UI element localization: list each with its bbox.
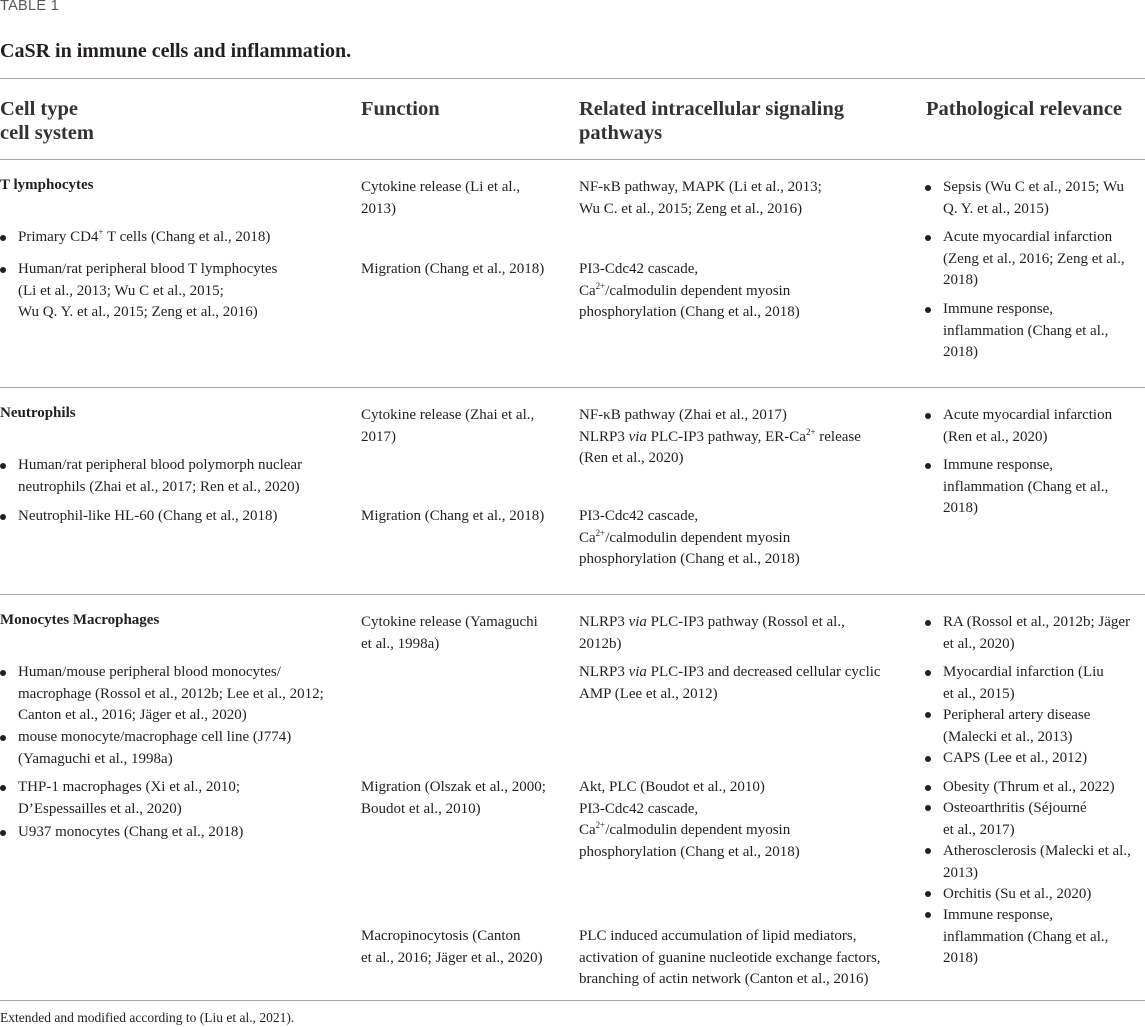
table-top-rule	[0, 78, 1145, 79]
header-cell-type-line1: Cell type	[0, 98, 78, 120]
list-item: Acute myocardial infarction (Ren et al., 2020)	[925, 405, 1112, 448]
list-item: Myocardial infarction (Liu et al., 2015)	[925, 662, 1104, 705]
list-item: Sepsis (Wu C et al., 2015; Wu Q. Y. et al., 2015)	[925, 177, 1124, 220]
pathway-cell: Akt, PLC (Boudot et al., 2010) PI3-Cdc42 cascade, $Ca^{2+}$/calmodulin dependent myosin phosphorylation (Chang et al., 2018)	[579, 779, 800, 860]
pathway-cell: NLRP3 via PLC-IP3 pathway (Rossol et al., 2012b)	[579, 614, 845, 652]
pathway-cell: NF-κB pathway (Zhai et al., 2017) NLRP3 via PLC-IP3 pathway, $ER-Ca^{2+}$ release (Ren et al., 2020)	[579, 407, 861, 466]
header-function: Function	[361, 98, 440, 120]
list-item: Human/mouse peripheral blood monocytes/ macrophage (Rossol et al., 2012b; Lee et al., 2012; Canton et al., 2016; Jäger et al., 2020)	[0, 662, 324, 727]
list-item: CAPS (Lee et al., 2012)	[925, 748, 1087, 770]
function-cell: Migration (Olszak et al., 2000; Boudot et al., 2010)	[361, 779, 546, 817]
function-cell: Macropinocytosis (Canton et al., 2016; Jäger et al., 2020)	[361, 928, 543, 966]
header-cell-type	[0, 97, 94, 145]
table-caption: CaSR in immune cells and inflammation.	[0, 40, 352, 62]
function-cell: Migration (Chang et al., 2018)	[361, 508, 545, 524]
list-item: Obesity (Thrum et al., 2022)	[925, 777, 1115, 799]
row-divider	[0, 387, 1145, 388]
list-item: Human/rat peripheral blood T lymphocytes (Li et al., 2013; Wu C et al., 2015; Wu Q. Y. et al., 2015; Zeng et al., 2016)	[0, 259, 277, 324]
pathway-cell: NF-κB pathway, MAPK (Li et al., 2013; Wu C. et al., 2015; Zeng et al., 2016)	[579, 179, 822, 217]
header-cell-type-line2: cell system	[0, 122, 94, 144]
header-pathways	[579, 97, 844, 145]
list-item: Immune response, inflammation (Chang et al., 2018)	[925, 455, 1108, 520]
header-rule	[0, 159, 1145, 160]
list-item: Acute myocardial infarction (Zeng et al., 2016; Zeng et al., 2018)	[925, 227, 1125, 292]
list-item: U937 monocytes (Chang et al., 2018)	[0, 822, 243, 844]
list-item: Osteoarthritis (Séjourné et al., 2017)	[925, 798, 1087, 841]
table-label: TABLE 1	[0, 0, 60, 14]
group-title-monocytes: Monocytes Macrophages	[0, 612, 160, 628]
function-cell: Cytokine release (Li et al., 2013)	[361, 179, 521, 217]
group-title-neutrophils: Neutrophils	[0, 405, 76, 421]
list-item: Atherosclerosis (Malecki et al., 2013)	[925, 841, 1131, 884]
table-bottom-rule	[0, 1000, 1145, 1001]
pathway-cell: PI3-Cdc42 cascade, $Ca^{2+}$/calmodulin dependent myosin phosphorylation (Chang et al., 2018)	[579, 508, 800, 567]
list-item: Orchitis (Su et al., 2020)	[925, 884, 1091, 906]
list-item: Primary CD4+ T cells (Chang et al., 2018)	[0, 227, 270, 249]
row-divider	[0, 594, 1145, 595]
list-item: Neutrophil-like HL-60 (Chang et al., 2018)	[0, 506, 278, 528]
function-cell: Cytokine release (Yamaguchi et al., 1998a)	[361, 614, 538, 652]
header-pathways-line1: Related intracellular signaling	[579, 98, 844, 120]
table-footnote: Extended and modified according to (Liu et al., 2021).	[0, 1010, 295, 1025]
pathway-cell: PLC induced accumulation of lipid mediators, activation of guanine nucleotide exchange factors, branching of actin network (Canton et al., 2016)	[579, 928, 881, 987]
pathway-cell: PI3-Cdc42 cascade, $Ca^{2+}$/calmodulin dependent myosin phosphorylation (Chang et al., 2018)	[579, 261, 800, 320]
function-cell: Cytokine release (Zhai et al., 2017)	[361, 407, 535, 445]
function-cell: Migration (Chang et al., 2018)	[361, 261, 545, 277]
list-item: THP-1 macrophages (Xi et al., 2010; D’Espessailles et al., 2020)	[0, 777, 240, 820]
pathway-cell: NLRP3 via PLC-IP3 and decreased cellular cyclic AMP (Lee et al., 2012)	[579, 664, 881, 702]
list-item: Immune response, inflammation (Chang et al., 2018)	[925, 299, 1108, 364]
group-title-t-lymphocytes: T lymphocytes	[0, 177, 94, 193]
header-relevance: Pathological relevance	[926, 98, 1123, 120]
list-item: Immune response, inflammation (Chang et al., 2018)	[925, 905, 1108, 970]
list-item: Human/rat peripheral blood polymorph nuclear neutrophils (Zhai et al., 2017; Ren et al., 2020)	[0, 455, 302, 498]
header-pathways-line2: pathways	[579, 122, 663, 144]
list-item: Peripheral artery disease (Malecki et al., 2013)	[925, 705, 1090, 748]
list-item: RA (Rossol et al., 2012b; Jäger et al., 2020)	[925, 612, 1130, 655]
list-item: mouse monocyte/macrophage cell line (J774) (Yamaguchi et al., 1998a)	[0, 727, 291, 770]
